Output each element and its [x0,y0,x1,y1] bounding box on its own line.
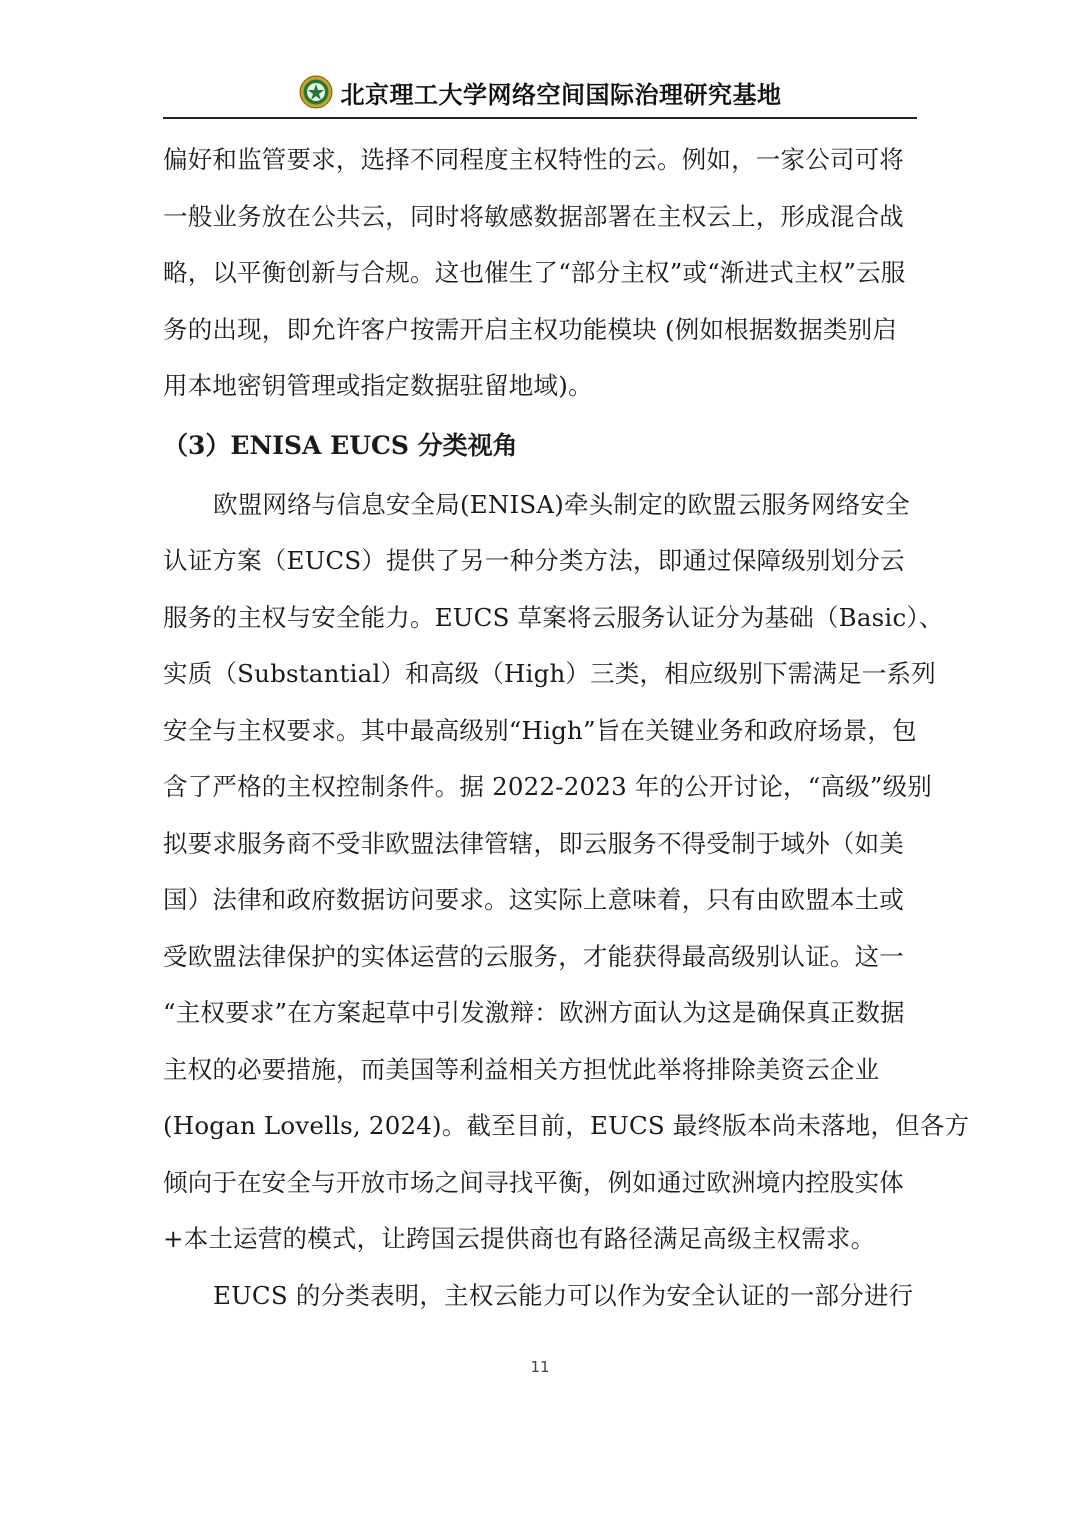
text-line: 务的出现，即允许客户按需开启主权功能模块 (例如根据数据类别启 [163,314,898,344]
paragraph-next [163,1268,923,1325]
text-line: (Hogan Lovells, 2024)。截至目前，EUCS 最终版本尚未落地，但各方 [163,1111,970,1140]
text-line: 受欧盟法律保护的实体运营的云服务，才能获得最高级别认证。这一 [163,941,904,971]
text-line: 一般业务放在公共云，同时将敏感数据部署在主权云上，形成混合战 [163,201,904,231]
text-line: 国）法律和政府数据访问要求。这实际上意味着，只有由欧盟本土或 [163,885,904,914]
paragraph-eucs [163,477,970,1268]
text-line: 略，以平衡创新与合规。这也催生了“部分主权”或“渐进式主权”云服 [163,258,906,287]
text-line: 用本地密钥管理或指定数据驻留地域)。 [163,371,593,400]
page-number: 11 [530,1358,550,1376]
text-line: “主权要求”在方案起草中引发激辩：欧洲方面认为这是确保真正数据 [163,998,905,1027]
text-line: 实质（Substantial）和高级（High）三类，相应级别下需满足一系列 [163,659,936,688]
university-seal-icon [299,75,333,109]
text-line: 含了严格的主权控制条件。据 2022-2023 年的公开讨论，“高级”级别 [163,772,933,801]
text-line: 服务的主权与安全能力。EUCS 草案将云服务认证分为基础（Basic）、 [163,602,944,632]
document-header [163,70,917,114]
text-line: 欧盟网络与信息安全局(ENISA)牵头制定的欧盟云服务网络安全 [213,489,910,519]
text-line: 安全与主权要求。其中最高级别“High”旨在关键业务和政府场景，包 [163,715,917,745]
text-line: 拟要求服务商不受非欧盟法律管辖，即云服务不得受制于域外（如美 [163,828,904,858]
text-line: 认证方案（EUCS）提供了另一种分类方法，即通过保障级别划分云 [163,546,905,575]
institution-title: 北京理工大学网络空间国际治理研究基地 [340,80,782,109]
text-line: 偏好和监管要求，选择不同程度主权特性的云。例如，一家公司可将 [163,145,904,174]
text-line: 主权的必要措施，而美国等利益相关方担忧此举将排除美资云企业 [163,1054,880,1084]
section-heading: （3）ENISA EUCS 分类视角 [163,430,518,460]
text-line: EUCS 的分类表明，主权云能力可以作为安全认证的一部分进行 [213,1280,914,1310]
paragraph-continued [163,132,923,415]
text-line: +本土运营的模式，让跨国云提供商也有路径满足高级主权需求。 [163,1224,876,1253]
text-line: 倾向于在安全与开放市场之间寻找平衡，例如通过欧洲境内控股实体 [163,1167,904,1197]
header-divider [163,117,917,119]
page-body [163,132,970,1324]
